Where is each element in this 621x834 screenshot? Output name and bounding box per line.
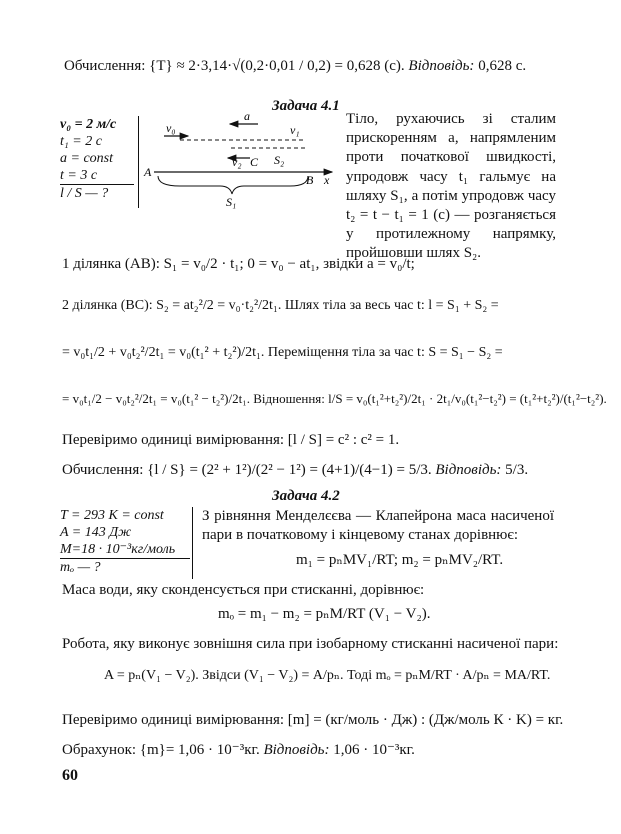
given-item: M=18 · 10⁻³кг/моль (60, 541, 190, 559)
label-v2: v₂ (232, 155, 242, 169)
p41-calc-line (62, 462, 528, 479)
p42-work-text: Робота, яку виконує зовнішня сила при ізобарному стисканні насиченої пари: (62, 636, 559, 652)
top-calc-line (64, 58, 526, 75)
label-b-point: B (306, 173, 314, 187)
p42-eq2: mₒ = m₁ − m₂ = pₙM/RT (V₁ − V₂). (218, 606, 431, 622)
label-v0: v₀ (166, 121, 176, 135)
p41-line3: = v₀t₁/2 + v₀t₂²/2t₁ = v₀(t₁² + t₂²)/2t₁. Переміщення тіла за час t: S = S₁ − S₂ = (62, 345, 503, 360)
label-a-point: A (144, 165, 152, 179)
given-item: A = 143 Дж (60, 525, 132, 541)
given-divider (192, 507, 193, 579)
p41-units: Перевіримо одиниці вимірювання: [l / S] = c² : c² = 1. (62, 432, 400, 448)
label-a: a (244, 110, 250, 123)
given-unknown: mₒ — ? (60, 560, 101, 576)
p41-answer-value: 5/3. (505, 462, 529, 478)
problem-41-title: Задача 4.1 (272, 98, 340, 114)
given-item: T = 293 K = const (60, 508, 164, 523)
label-v1: v₁ (290, 123, 300, 137)
given-item: t₁ = 2 с (60, 134, 102, 150)
p42-calc: Обрахунок: {m}= 1,06 · 10⁻³кг. (62, 742, 260, 758)
p42-water-text: Маса води, яку сконденсується при стисканні, дорівнює: (62, 582, 425, 598)
p42-eq1: m₁ = pₙMV₁/RT; m₂ = pₙMV₂/RT. (296, 552, 504, 568)
p42-calc-line (62, 742, 415, 759)
problem-41-text: Тіло, рухаючись зі сталим прискоренням a, напрямленим проти початкової швидкості, упродовж часу t₁ гальмує на шляху S₁, а потім упродовж часу t₂ = t − t₁ = 1 (с) — розганяється у протилежному напрямку, пройшовши шлях S₂. (346, 111, 556, 262)
p41-line1: 1 ділянка (AB): S₁ = v₀/2 · t₁; 0 = v₀ − at₁, звідки a = v₀/t; (62, 256, 415, 272)
p41-line2: 2 ділянка (BC): S₂ = at₂²/2 = v₀·t₂²/2t₁. Шлях тіла за весь час t: l = S₁ + S₂ = (62, 298, 499, 313)
top-answer-value: 0,628 с. (478, 58, 527, 74)
given-unknown: l / S — ? (60, 186, 109, 202)
top-calc-label: Обчислення: (64, 58, 146, 74)
top-calc-expr: {T} ≈ 2·3,14·√(0,2·0,01 / 0,2) = 0,628 (с). (149, 58, 405, 74)
top-answer-label: Відповідь: (408, 58, 475, 74)
p41-answer-label: Відповідь: (435, 462, 502, 478)
p42-eq3: A = pₙ(V₁ − V₂). Звідси (V₁ − V₂) = A/pₙ. Тоді mₒ = pₙM/RT · A/pₙ = MA/RT. (104, 668, 551, 683)
motion-diagram (140, 110, 340, 210)
given-item: a = const (60, 151, 113, 167)
problem-42-given (60, 507, 190, 576)
label-x: x (324, 173, 330, 187)
problem-42-title: Задача 4.2 (272, 488, 340, 504)
s1-brace (158, 176, 308, 194)
p42-answer-label: Відповідь: (263, 742, 330, 758)
p41-calc: Обчислення: {l / S} = (2² + 1²)/(2² − 1²) = (4+1)/(4−1) = 5/3. (62, 462, 432, 478)
p42-intro: З рівняння Менделєєва — Клапейрона маса насиченої пари в початковому і кінцевому станах дорівнює: (202, 508, 554, 544)
label-s2: S₂ (274, 153, 285, 167)
given-divider (138, 116, 139, 208)
page-number: 60 (62, 767, 78, 784)
problem-41-given (60, 116, 134, 202)
p42-answer-value: 1,06 · 10⁻³кг. (333, 742, 415, 758)
label-c: C (250, 155, 259, 169)
p41-line4: = v₀t₁/2 − v₀t₂²/2t₁ = v₀(t₁² − t₂²)/2t₁. Відношення: l/S = v₀(t₁²+t₂²)/2t₁ · 2t₁/v₀(t₁²−t₂²) = (t₁²+t₂²)/(t₁²−t₂²). (62, 391, 607, 406)
given-item: t = 3 с (60, 167, 134, 185)
given-item: v₀ = 2 м/с (60, 117, 117, 132)
label-s1: S₁ (226, 195, 237, 209)
p42-units: Перевіримо одиниці вимірювання: [m] = (кг/моль · Дж) : (Дж/моль К · K) = кг. (62, 712, 564, 728)
